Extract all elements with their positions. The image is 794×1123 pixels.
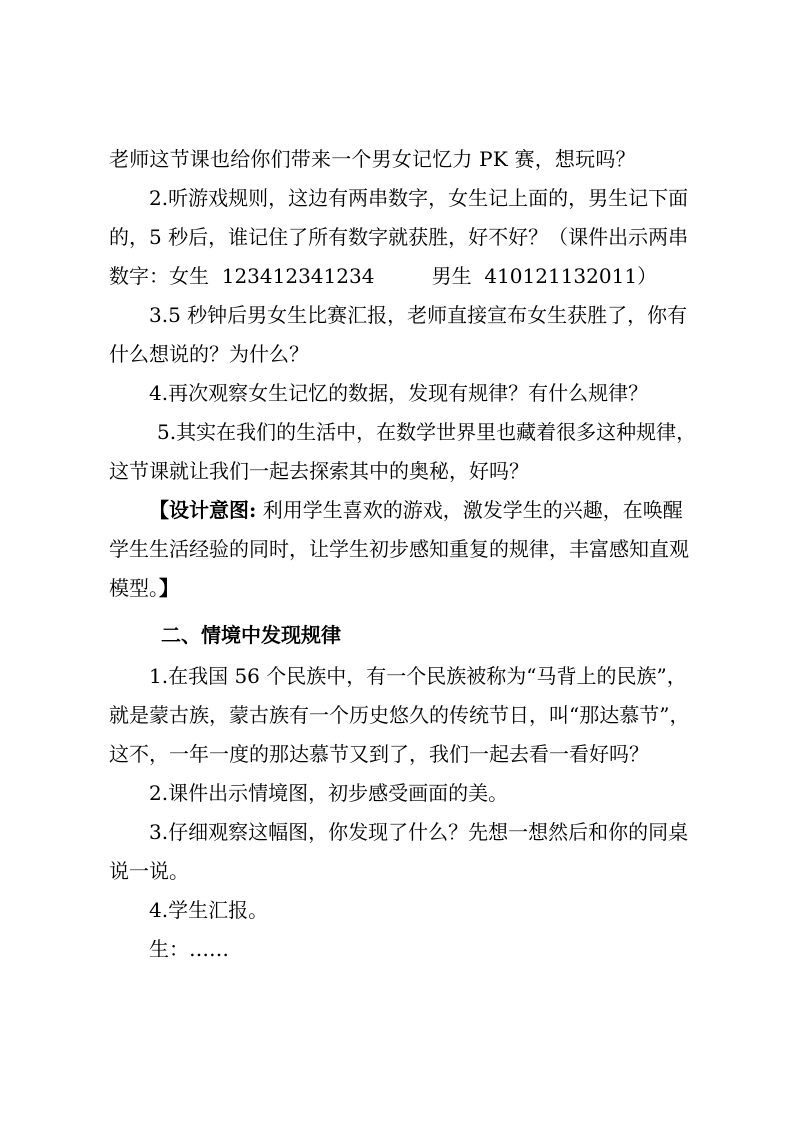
paragraph-design-intent xyxy=(109,491,697,608)
paragraph-carefully: 3.仔细观察这幅图，你发现了什么？先想一想然后和你的同桌说一说。 xyxy=(109,820,689,883)
girls-label: 女生 xyxy=(169,264,209,288)
design-intent-label: 【设计意图: xyxy=(149,498,257,522)
paragraph-nationalities: 1.在我国 56 个民族中，有一个民族被称为“马背上的民族”，就是蒙古族，蒙古族有一个历史悠久的传统节日，叫“那达慕节”，这不，一年一度的那达慕节又到了，我们一起去看一看好吗？ xyxy=(109,664,690,766)
paragraph-student-report: 4.学生汇报。 xyxy=(149,898,269,922)
paragraph-report: 3.5 秒钟后男女生比赛汇报，老师直接宣布女生获胜了，你有什么想说的？为什么？ xyxy=(109,303,688,366)
document-content xyxy=(109,140,697,969)
paragraph-student: 生：…… xyxy=(149,937,229,961)
boys-label: 男生 xyxy=(431,264,472,288)
paragraph-scene: 2.课件出示情境图，初步感受画面的美。 xyxy=(149,781,509,805)
paragraph-explore: 5.其实在我们的生活中，在数学世界里也藏着很多这种规律，这节课就让我们一起去探索其中的奥秘，好吗？ xyxy=(109,420,697,483)
design-intent-text: 利用学生喜欢的游戏，激发学生的兴趣，在唤醒学生生活经验的同时，让学生初步感知重复的规律，丰富感知直观模型。 xyxy=(109,498,689,600)
rules-closing: ） xyxy=(637,264,658,288)
girls-numbers: 123412341234 xyxy=(221,264,375,288)
design-intent-closing: 】 xyxy=(159,576,179,600)
boys-numbers: 410121132011 xyxy=(484,264,638,288)
rules-text: 2.听游戏规则，这边有两串数字，女生记上面的，男生记下面的，5 秒后，谁记住了所有数字就获胜，好不好？（课件出示两串数字： xyxy=(109,186,689,288)
paragraph-game-rules xyxy=(109,179,697,296)
section-heading: 二、情境中发现规律 xyxy=(161,623,341,647)
paragraph-intro: 老师这节课也给你们带来一个男女记忆力 PK 赛，想玩吗？ xyxy=(109,147,636,171)
paragraph-observe: 4.再次观察女生记忆的数据，发现有规律？有什么规律？ xyxy=(149,381,649,405)
